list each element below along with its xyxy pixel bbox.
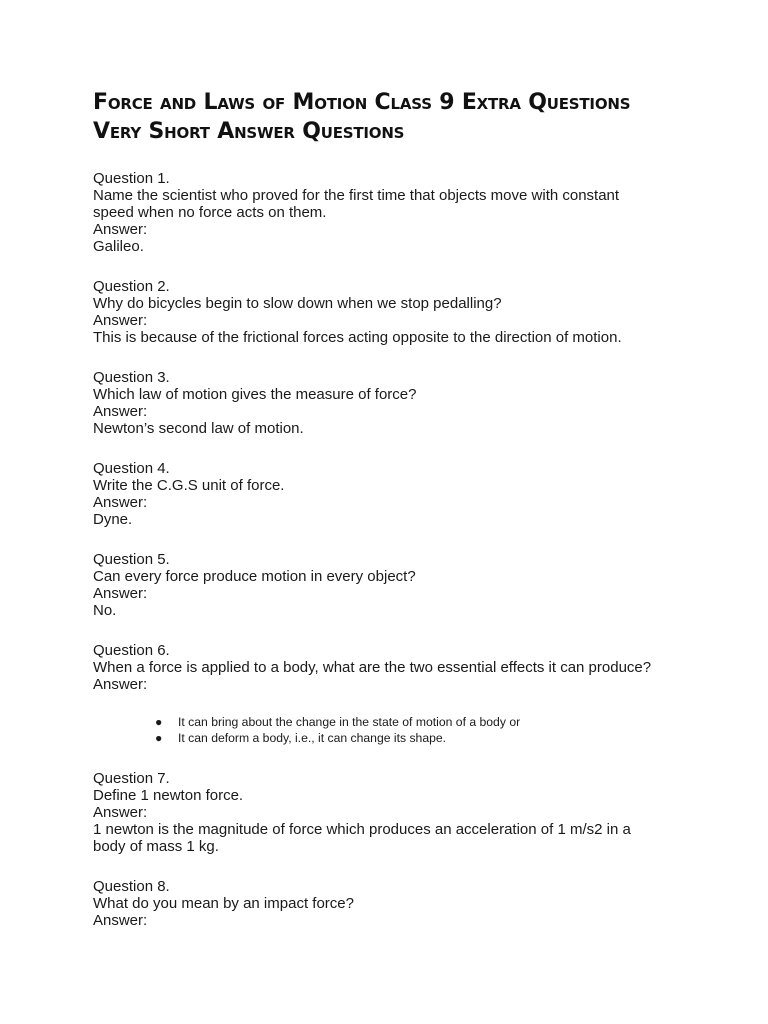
- question-block-5: [93, 551, 693, 619]
- question-label: Question 4.: [93, 460, 170, 477]
- question-text: Which law of motion gives the measure of force?: [93, 386, 417, 403]
- answer-label: Answer:: [93, 403, 148, 420]
- answer-label: Answer:: [93, 912, 148, 929]
- question-label: Question 1.: [93, 170, 170, 187]
- bullet-text: It can bring about the change in the state of motion of a body or: [178, 715, 521, 729]
- document-page: [93, 88, 693, 952]
- answer-bullet-item: [155, 714, 693, 730]
- answer-text: Newton’s second law of motion.: [93, 420, 304, 437]
- bullet-icon: ●: [155, 715, 163, 729]
- answer-label: Answer:: [93, 585, 148, 602]
- question-block-8: [93, 878, 693, 929]
- answer-label: Answer:: [93, 312, 148, 329]
- bullet-icon: ●: [155, 731, 163, 745]
- title-line-2: Very Short Answer Questions: [93, 119, 405, 144]
- answer-text: This is because of the frictional forces acting opposite to the direction of motion.: [93, 329, 622, 346]
- page-title: [93, 88, 693, 146]
- question-block-2: [93, 278, 693, 346]
- question-text: Name the scientist who proved for the first time that objects move with constant: [93, 187, 620, 204]
- answer-text: 1 newton is the magnitude of force which produces an acceleration of 1 m/s2 in a: [93, 821, 631, 838]
- answer-label: Answer:: [93, 221, 148, 238]
- title-line-1: Force and Laws of Motion Class 9 Extra Questions: [93, 90, 631, 115]
- answer-text: Dyne.: [93, 511, 133, 528]
- question-label: Question 6.: [93, 642, 170, 659]
- question-text: Why do bicycles begin to slow down when we stop pedalling?: [93, 295, 502, 312]
- bullet-text: It can deform a body, i.e., it can change its shape.: [178, 731, 447, 745]
- question-block-3: [93, 369, 693, 437]
- question-text: Define 1 newton force.: [93, 787, 244, 804]
- question-text: What do you mean by an impact force?: [93, 895, 354, 912]
- question-text: Write the C.G.S unit of force.: [93, 477, 285, 494]
- answer-text: No.: [93, 602, 117, 619]
- question-text: speed when no force acts on them.: [93, 204, 327, 221]
- question-label: Question 8.: [93, 878, 170, 895]
- question-block-1: [93, 170, 693, 255]
- question-block-4: [93, 460, 693, 528]
- answer-label: Answer:: [93, 494, 148, 511]
- question-text: Can every force produce motion in every object?: [93, 568, 416, 585]
- question-label: Question 7.: [93, 770, 170, 787]
- question-label: Question 3.: [93, 369, 170, 386]
- question-block-6: [93, 642, 693, 746]
- answer-bullet-item: [155, 730, 693, 746]
- question-text: When a force is applied to a body, what are the two essential effects it can produce?: [93, 659, 652, 676]
- question-block-7: [93, 770, 693, 855]
- answer-label: Answer:: [93, 676, 148, 693]
- answer-label: Answer:: [93, 804, 148, 821]
- answer-bullet-list: [155, 714, 693, 746]
- question-label: Question 2.: [93, 278, 170, 295]
- question-list: [93, 170, 693, 929]
- answer-text: Galileo.: [93, 238, 144, 255]
- question-label: Question 5.: [93, 551, 170, 568]
- answer-text: body of mass 1 kg.: [93, 838, 219, 855]
